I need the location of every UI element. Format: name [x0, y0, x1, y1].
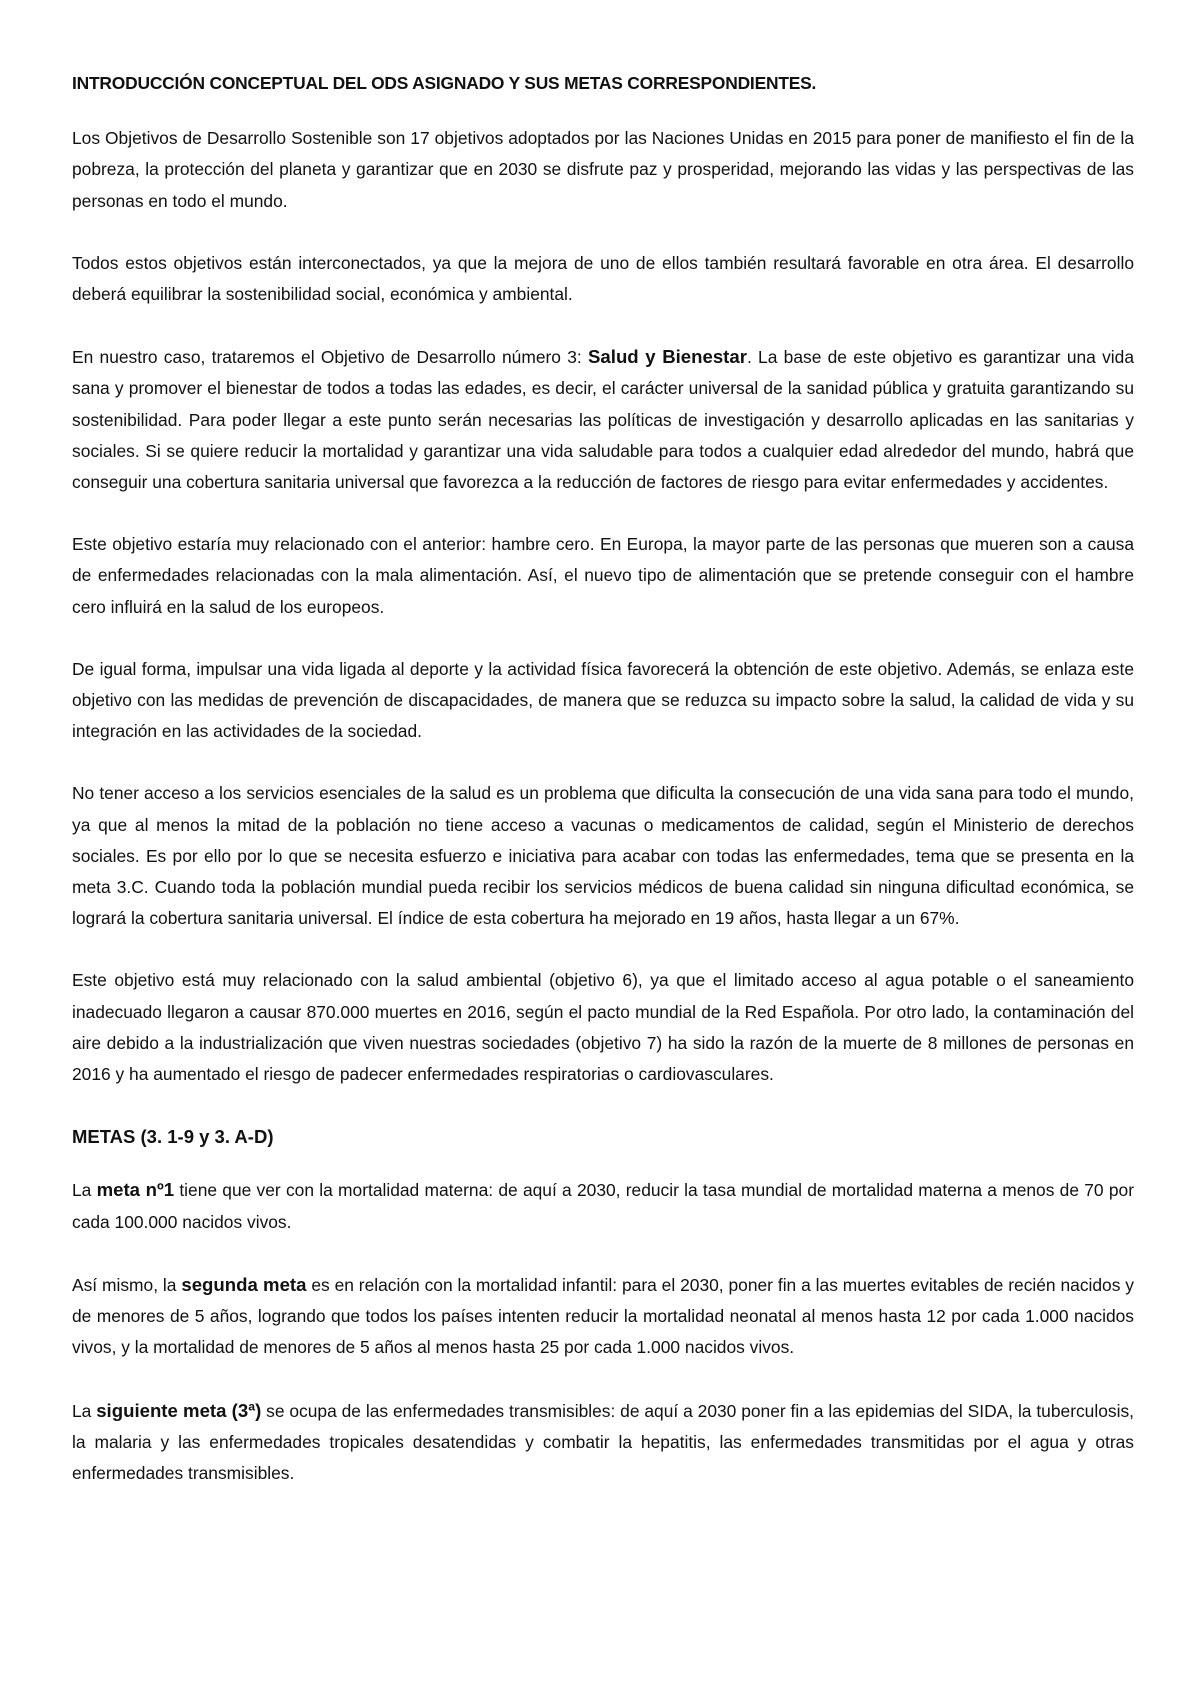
paragraph-goal-3 — [72, 341, 1134, 498]
paragraph-intro: Los Objetivos de Desarrollo Sostenible son 17 objetivos adoptados por las Naciones Unidas en 2015 para poner de manifiesto el fin de la pobreza, la protección del planeta y garantizar que en 2030 se disfrute paz y prosperidad, mejorando las vidas y las perspectivas de las personas en todo el mundo. — [72, 128, 1134, 211]
paragraph-access: No tener acceso a los servicios esenciales de la salud es un problema que dificulta la consecución de una vida sana para todo el mundo, ya que al menos la mitad de la población no tiene acceso a vacunas o medicamentos de calidad, según el Ministerio de derechos sociales. Es por ello por lo que se necesita esfuerzo e iniciativa para acabar con todas las enfermedades, tema que se presenta en la meta 3.C. Cuando toda la población mundial pueda recibir los servicios médicos de buena calidad sin ninguna dificultad económica, se logrará la cobertura sanitaria universal. El índice de esta cobertura ha mejorado en 19 años, hasta llegar a un 67%. — [72, 783, 1134, 929]
meta-2-paragraph — [72, 1269, 1134, 1364]
paragraph-goal-3-before: En nuestro caso, trataremos el Objetivo de Desarrollo número 3: — [72, 347, 589, 368]
metas-heading: METAS (3. 1-9 y 3. A-D) — [72, 1126, 274, 1148]
meta-3-before: La — [72, 1400, 97, 1421]
paragraph-environment: Este objetivo está muy relacionado con la salud ambiental (objetivo 6), ya que el limitado acceso al agua potable o el saneamiento inadecuado llegaron a causar 870.000 muertes en 2016, según el pacto mundial de la Red Española. Por otro lado, la contaminación del aire debido a la industrialización que viven nuestras sociedades (objetivo 7) ha sido la razón de la muerte de 8 millones de personas en 2016 y ha aumentado el riesgo de padecer enfermedades respiratorias o cardiovasculares. — [72, 970, 1134, 1085]
meta-1-label: meta nº1 — [96, 1179, 175, 1201]
meta-1-after: tiene que ver con la mortalidad materna: de aquí a 2030, reducir la tasa mundial de mortalidad materna a menos de 70 por cada 100.000 nacidos vivos. — [72, 1180, 1134, 1232]
meta-1-before: La — [72, 1180, 97, 1201]
paragraph-hunger: Este objetivo estaría muy relacionado con el anterior: hambre cero. En Europa, la mayor parte de las personas que mueren son a causa de enfermedades relacionadas con la mala alimentación. Así, el nuevo tipo de alimentación que se pretende conseguir con el hambre cero influirá en la salud de los europeos. — [72, 534, 1134, 617]
meta-3-paragraph — [72, 1395, 1134, 1490]
meta-2-before: Así mismo, la — [72, 1274, 182, 1295]
meta-3-after: se ocupa de las enfermedades transmisibles: de aquí a 2030 poner fin a las epidemias del SIDA, la tuberculosis, la malaria y las enfermedades tropicales desatendidas y combatir la hepatitis, las enfermedades transmitidas por el agua y otras enfermedades transmisibles. — [72, 1400, 1134, 1483]
paragraph-goal-3-after: . La base de este objetivo es garantizar una vida sana y promover el bienestar de todos a todas las edades, es decir, el carácter universal de la sanidad pública y gratuita garantizando su sostenibilidad. Para poder llegar a este punto serán necesarias las políticas de investigación y desarrollo aplicadas en las sanitarias y sociales. Si se quiere reducir la mortalidad y garantizar una vida saludable para todos a cualquier edad alrededor del mundo, habrá que conseguir una cobertura sanitaria universal que favorezca a la reducción de factores de riesgo para evitar enfermedades y accidentes. — [72, 347, 1135, 493]
paragraph-interconnected: Todos estos objetivos están interconectados, ya que la mejora de uno de ellos también resultará favorable en otra área. El desarrollo deberá equilibrar la sostenibilidad social, económica y ambiental. — [72, 252, 1134, 305]
meta-3-label: siguiente meta (3ª) — [96, 1399, 262, 1421]
meta-1-paragraph — [72, 1174, 1134, 1237]
meta-2-label: segunda meta — [181, 1273, 307, 1295]
document-title: INTRODUCCIÓN CONCEPTUAL DEL ODS ASIGNADO Y SUS METAS CORRESPONDIENTES. — [72, 73, 817, 93]
goal-3-name: Salud y Bienestar — [588, 346, 747, 368]
paragraph-sport: De igual forma, impulsar una vida ligada al deporte y la actividad física favorecerá la obtención de este objetivo. Además, se enlaza este objetivo con las medidas de prevención de discapacidades, de manera que se reduzca su impacto sobre la salud, la calidad de vida y su integración en las actividades de la sociedad. — [72, 658, 1134, 742]
document-page — [72, 68, 1134, 1520]
meta-2-after: es en relación con la mortalidad infantil: para el 2030, poner fin a las muertes evitables de recién nacidos y de menores de 5 años, logrando que todos los países intenten reducir la mortalidad neonatal al menos hasta 12 por cada 1.000 nacidos vivos, y la mortalidad de menores de 5 años al menos hasta 25 por cada 1.000 nacidos vivos. — [72, 1274, 1134, 1358]
